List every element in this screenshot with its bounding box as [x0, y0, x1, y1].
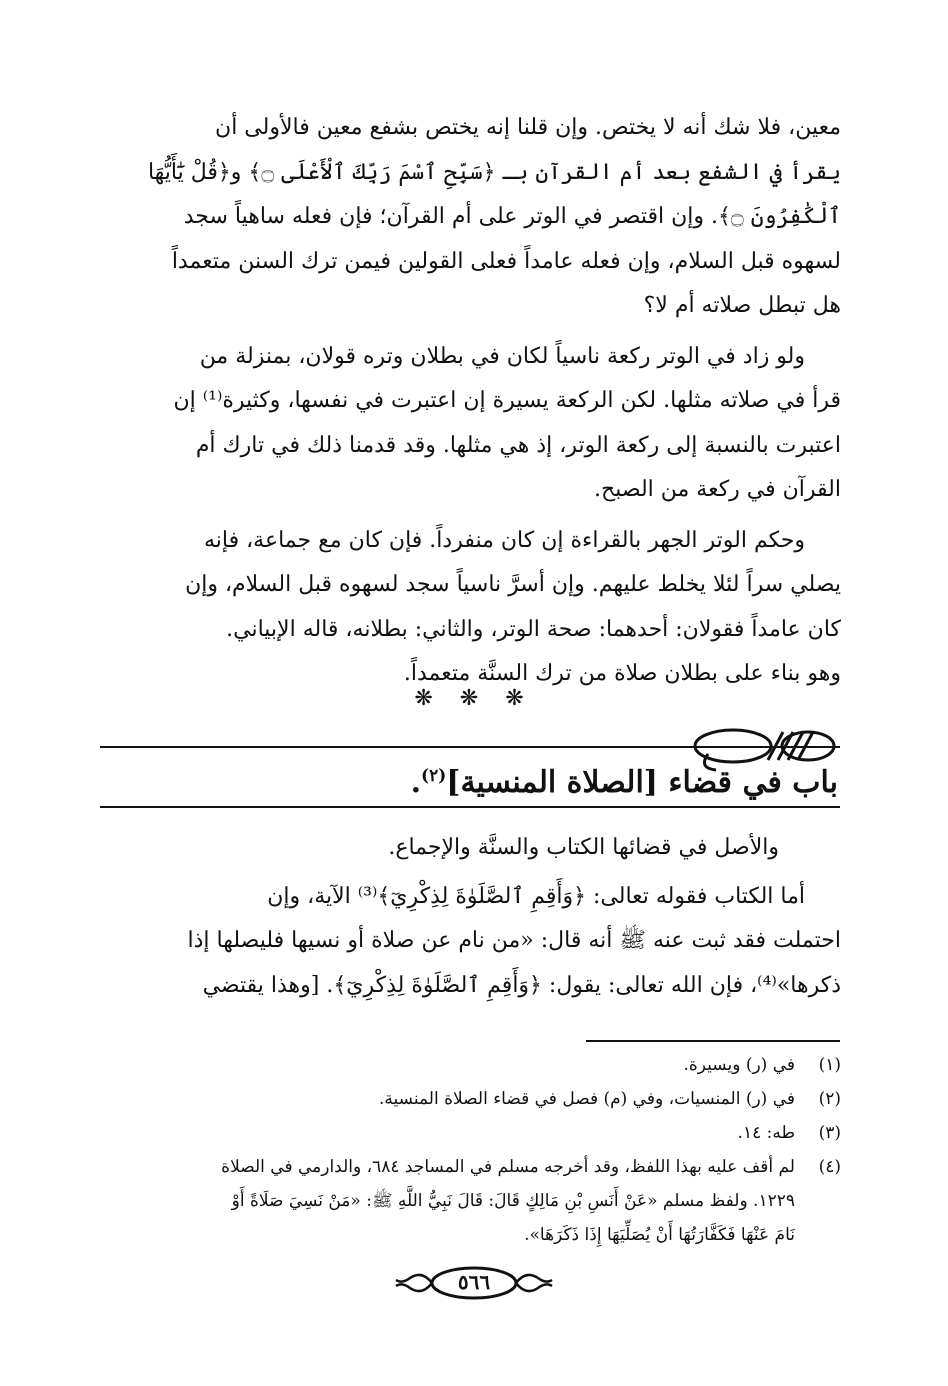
paragraph-4 [101, 826, 841, 871]
text-line: هل تبطل صلاته أم لا؟ [643, 293, 841, 318]
text-line: قرأ في صلاته مثلها. لكن الركعة يسيرة إن اعتبرت في نفسها، وكثيرة⁽¹⁾ إن [173, 388, 841, 413]
page-number [394, 1262, 554, 1304]
body-text-top [101, 106, 841, 697]
paragraph-2 [101, 335, 841, 513]
section-separator: ❋ ❋ ❋ [414, 686, 534, 711]
body-text-section [101, 826, 841, 1008]
text-line: كان عامداً فقولان: أحدهما: صحة الوتر، والثاني: بطلانه، قاله الإبياني. [226, 616, 841, 642]
text-line: وهو بناء على بطلان صلاة من ترك السنَّة متعمداً. [403, 661, 841, 686]
text-line: احتملت فقد ثبت عنه ﷺ أنه قال: «من نام عن صلاة أو نسيها فليصلها إذا [187, 928, 841, 953]
paragraph-3 [101, 519, 841, 697]
footnote: (١)في (ر) ويسيرة. [683, 1055, 841, 1075]
text-line: معين، فلا شك أنه لا يختص. وإن قلنا إنه يختص بشفع معين فالأولى أن [215, 115, 841, 140]
text-line: يقرأ في الشفع بعد أم القرآن بـ ﴿سَبِّحِ ٱسْمَ رَبِّكَ ٱلْأَعْلَى ۝﴾ و﴿قُلْ يَٰٓأَيُّهَا [147, 159, 841, 185]
text-line: أما الكتاب فقوله تعالى: ﴿وَأَقِمِ ٱلصَّلَوٰةَ لِذِكْرِيٓ﴾⁽³⁾ الآية، وإن [267, 883, 805, 909]
footnote: (٢)في (ر) المنسيات، وفي (م) فصل في قضاء الصلاة المنسية. [379, 1089, 841, 1109]
text-line: القرآن في ركعة من الصبح. [594, 477, 841, 502]
text-line: يصلي سراً لئلا يخلط عليهم. وإن أسرَّ ناسياً سجد لسهوه قبل السلام، وإن [185, 572, 841, 597]
text-line: وحكم الوتر الجهر بالقراءة إن كان منفرداً. فإن كان مع جماعة، فإنه [203, 527, 805, 553]
footnotes [101, 1048, 841, 1252]
footnote-rule [586, 1040, 840, 1042]
footnote-continuation: نَامَ عَنْهَا فَكَفَّارَتُهَا أَنْ يُصَلِّيَهَا إِذَا ذَكَرَهَا». [524, 1225, 795, 1245]
chapter-heading: باب في قضاء [الصلاة المنسية]$^{(٢)}$. [410, 765, 838, 800]
text-line: والأصل في قضائها الكتاب والسنَّة والإجماع. [388, 835, 779, 860]
page-number-text: ٥٦٦ [457, 1270, 491, 1294]
text-line: اعتبرت بالنسبة إلى ركعة الوتر، إذ هي مثلها. وقد قدمنا ذلك في تارك أم [195, 432, 841, 458]
text-line: ذكرها»⁽⁴⁾، فإن الله تعالى: يقول: ﴿وَأَقِمِ ٱلصَّلَوٰةَ لِذِكْرِيٓ﴾. [وهذا يقتضي [202, 972, 841, 998]
chapter-heading-title: باب في قضاء [الصلاة المنسية] [446, 765, 838, 800]
footnote-continuation: ١٢٢٩. ولفظ مسلم «عَنْ أَنَسِ بْنِ مَالِكٍ قَالَ: قَالَ نَبِيُّ اللَّهِ ﷺ: «مَنْ نَسِيَ صَلَاةً أَوْ [231, 1191, 795, 1211]
footnote: (٤)لم أقف عليه بهذا اللفظ، وقد أخرجه مسلم في المساجد ٦٨٤، والدارمي في الصلاة [221, 1157, 841, 1177]
footnote: (٣)طه: ١٤. [737, 1123, 841, 1143]
paragraph-1 [101, 106, 841, 329]
paragraph-5 [101, 875, 841, 1009]
text-line: ولو زاد في الوتر ركعة ناسياً لكان في بطلان وتره قولان، بمنزلة من [199, 343, 805, 369]
text-line: لسهوه قبل السلام، وإن فعله عامداً فعلى القولين فيمن ترك السنن متعمداً [171, 248, 841, 274]
heading-footnote-ref: (٢) [421, 766, 447, 786]
heading-bottom-rule [100, 806, 840, 808]
text-line: ٱلْكَٰفِرُونَ ۝﴾. وإن اقتصر في الوتر على أم القرآن؛ فإن فعله ساهياً سجد [183, 204, 841, 229]
